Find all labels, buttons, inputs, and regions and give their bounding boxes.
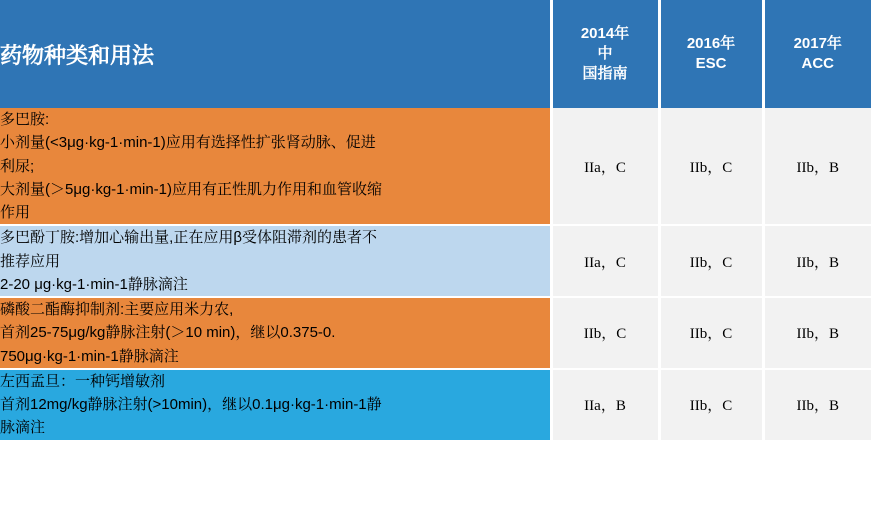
table-row	[0, 369, 871, 441]
header-2017-line-2: ACC	[801, 55, 834, 72]
table-header-row	[0, 0, 871, 108]
drug-1-line-1: 多巴胺:	[0, 111, 50, 128]
drug-4-line-2: 首剂12mg/kg静脉注射(>10min)，继以0.1μg·kg-1·min-1静	[0, 396, 382, 413]
grade-4-2017: IIb，B	[763, 369, 871, 441]
drug-description-4	[0, 369, 551, 441]
grade-1-2016: IIb，C	[659, 108, 763, 225]
grade-1-2014: IIa，C	[551, 108, 659, 225]
header-column-2014	[551, 0, 659, 108]
grade-4-2016: IIb，C	[659, 369, 763, 441]
drug-description-3	[0, 297, 551, 369]
table-row	[0, 225, 871, 297]
grade-1-2017: IIb，B	[763, 108, 871, 225]
header-2014-line-2: 中	[597, 44, 613, 62]
drug-4-line-3: 脉滴注	[0, 419, 46, 437]
grade-3-2017: IIb，B	[763, 297, 871, 369]
header-drug-column: 药物种类和用法	[0, 0, 551, 108]
drug-description-2	[0, 225, 551, 297]
grade-3-2014: IIb，C	[551, 297, 659, 369]
grade-2-2016: IIb，C	[659, 225, 763, 297]
drug-2-line-2: 推荐应用	[0, 252, 61, 270]
drug-1-line-3: 利尿;	[0, 157, 35, 175]
header-2016-line-1: 2016年	[686, 34, 736, 52]
drug-2-line-3: 2-20 μg·kg-1·min-1静脉滴注	[0, 275, 188, 293]
drug-1-line-4: 大剂量(＞5μg·kg-1·min-1)应用有正性肌力作用和血管收缩	[0, 180, 382, 198]
drug-1-line-5: 作用	[0, 204, 31, 221]
grade-4-2014: IIa，B	[551, 369, 659, 441]
header-column-2017	[763, 0, 871, 108]
header-2016-line-2: ESC	[695, 55, 727, 72]
header-2014-line-1: 2014年	[580, 24, 630, 42]
grade-2-2014: IIa，C	[551, 225, 659, 297]
drug-3-line-1: 磷酸二酯酶抑制剂:主要应用米力农,	[0, 301, 234, 318]
header-2017-line-1: 2017年	[793, 34, 842, 52]
drug-4-line-1: 左西孟旦：一种钙增敏剂	[0, 372, 166, 390]
drug-3-line-2: 首剂25-75μg/kg静脉注射(＞10 min)，继以0.375-0.	[0, 324, 336, 342]
grade-3-2016: IIb，C	[659, 297, 763, 369]
table-row	[0, 297, 871, 369]
drug-2-line-1: 多巴酚丁胺:增加心输出量,正在应用β受体阻滞剂的患者不	[0, 229, 377, 247]
table-row	[0, 108, 871, 225]
header-2014-line-3: 国指南	[582, 65, 628, 83]
grade-2-2017: IIb，B	[763, 225, 871, 297]
drug-1-line-2: 小剂量(<3μg·kg-1·min-1)应用有选择性扩张肾动脉、促进	[0, 134, 376, 152]
header-column-2016	[659, 0, 763, 108]
drug-description-1	[0, 108, 551, 225]
drug-3-line-3: 750μg·kg-1·min-1静脉滴注	[0, 347, 179, 365]
